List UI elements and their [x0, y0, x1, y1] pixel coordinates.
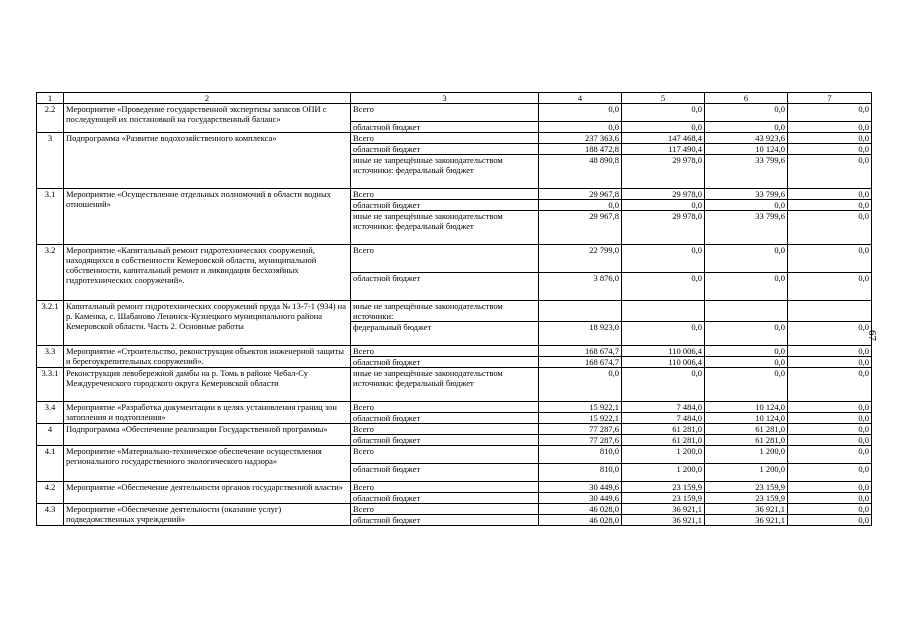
- table-row: [37, 482, 872, 493]
- amount-cell: 23 159,9: [622, 493, 705, 504]
- table-row: [37, 424, 872, 435]
- amount-cell: 10 124,0: [705, 144, 788, 155]
- funding-source: областной бюджет: [351, 515, 539, 526]
- amount-cell: 18 923,0: [539, 322, 622, 346]
- item-name: Мероприятие «Обеспечение деятельности органов государственной власти»: [64, 482, 351, 504]
- amount-cell: 77 287,6: [539, 435, 622, 446]
- funding-source: областной бюджет: [351, 273, 539, 301]
- funding-source: Всего: [351, 402, 539, 413]
- amount-cell: 0,0: [788, 515, 872, 526]
- amount-cell: 29 978,0: [622, 155, 705, 189]
- funding-source: Всего: [351, 104, 539, 122]
- funding-source: областной бюджет: [351, 435, 539, 446]
- amount-cell: 0,0: [622, 104, 705, 122]
- amount-cell: 117 490,4: [622, 144, 705, 155]
- table-row: [37, 189, 872, 200]
- amount-cell: 0,0: [705, 200, 788, 211]
- amount-cell: 1 200,0: [622, 446, 705, 464]
- amount-cell: 0,0: [788, 104, 872, 122]
- amount-cell: 23 159,9: [705, 482, 788, 493]
- amount-cell: 7 484,0: [622, 402, 705, 413]
- page-number: 67: [866, 330, 878, 341]
- amount-cell: 29 978,0: [622, 189, 705, 200]
- amount-cell: 0,0: [788, 402, 872, 413]
- table-row: [37, 504, 872, 515]
- funding-source: Всего: [351, 245, 539, 273]
- item-code: 3.3.1: [37, 368, 64, 402]
- amount-cell: 0,0: [788, 446, 872, 464]
- amount-cell: 0,0: [705, 357, 788, 368]
- amount-cell: 0,0: [622, 322, 705, 346]
- amount-cell: 0,0: [788, 322, 872, 346]
- table-row: [37, 133, 872, 144]
- item-name: Реконструкция левобережной дамбы на р. Томь в районе Чебал-Су Междуреченского городского округа Кемеровской области: [64, 368, 351, 402]
- item-name: Мероприятие «Обеспечение деятельности (оказание услуг) подведомственных учреждений»: [64, 504, 351, 526]
- budget-table: [36, 92, 872, 526]
- amount-cell: 36 921,1: [622, 504, 705, 515]
- table-row: [37, 346, 872, 357]
- header-cell: 5: [622, 93, 705, 104]
- amount-cell: 3 876,0: [539, 273, 622, 301]
- item-code: 3.2.1: [37, 301, 64, 346]
- amount-cell: 48 890,8: [539, 155, 622, 189]
- table-row: [37, 402, 872, 413]
- amount-cell: 61 281,0: [705, 424, 788, 435]
- amount-cell: 0,0: [788, 200, 872, 211]
- table-row: [37, 368, 872, 402]
- amount-cell: 61 281,0: [622, 435, 705, 446]
- amount-cell: 29 967,8: [539, 189, 622, 200]
- amount-cell: [705, 301, 788, 322]
- amount-cell: 810,0: [539, 464, 622, 482]
- item-code: 4.2: [37, 482, 64, 504]
- amount-cell: 30 449,6: [539, 493, 622, 504]
- funding-source: Всего: [351, 133, 539, 144]
- amount-cell: 10 124,0: [705, 402, 788, 413]
- amount-cell: 33 799,6: [705, 211, 788, 245]
- table-row: [37, 245, 872, 273]
- item-name: Мероприятие «Осуществление отдельных полномочий в области водных отношений»: [64, 189, 351, 245]
- amount-cell: 23 159,9: [705, 493, 788, 504]
- amount-cell: 168 674,7: [539, 357, 622, 368]
- amount-cell: 36 921,1: [705, 515, 788, 526]
- amount-cell: 1 200,0: [705, 464, 788, 482]
- amount-cell: 0,0: [539, 122, 622, 133]
- item-name: Мероприятие «Капитальный ремонт гидротехнических сооружений, находящихся в собственности Кемеровской области, муниципальной собственности, капитальный ремонт и ликвидация бесхозяйных гидротехнических сооружений».: [64, 245, 351, 301]
- funding-source: областной бюджет: [351, 200, 539, 211]
- amount-cell: 0,0: [788, 211, 872, 245]
- amount-cell: 0,0: [705, 346, 788, 357]
- item-code: 2.2: [37, 104, 64, 133]
- amount-cell: 0,0: [788, 493, 872, 504]
- funding-source: Всего: [351, 189, 539, 200]
- amount-cell: 10 124,0: [705, 413, 788, 424]
- funding-source: Всего: [351, 504, 539, 515]
- header-cell: 2: [64, 93, 351, 104]
- header-cell: 4: [539, 93, 622, 104]
- table-row: [37, 301, 872, 322]
- amount-cell: 188 472,8: [539, 144, 622, 155]
- amount-cell: [539, 301, 622, 322]
- amount-cell: 0,0: [788, 504, 872, 515]
- amount-cell: [788, 301, 872, 322]
- header-cell: 7: [788, 93, 872, 104]
- item-name: Мероприятие «Строительство, реконструкция объектов инженерной защиты и берегоукрепительных сооружений».: [64, 346, 351, 368]
- amount-cell: 147 468,4: [622, 133, 705, 144]
- amount-cell: 0,0: [788, 464, 872, 482]
- amount-cell: 0,0: [788, 273, 872, 301]
- amount-cell: 15 922,1: [539, 413, 622, 424]
- item-code: 3.4: [37, 402, 64, 424]
- item-name: Подпрограмма «Развитие водохозяйственного комплекса»: [64, 133, 351, 189]
- amount-cell: 1 200,0: [705, 446, 788, 464]
- item-name: Капитальный ремонт гидротехнических сооружений пруда № 13-7-1 (934) на р. Каменка, с. Шабаново Ленинск-Кузнецкого муниципального района Кемеровской области. Часть 2. Основные работы: [64, 301, 351, 346]
- amount-cell: 0,0: [788, 189, 872, 200]
- amount-cell: 0,0: [622, 273, 705, 301]
- item-code: 4.1: [37, 446, 64, 482]
- table-body: [37, 93, 872, 526]
- item-name: Мероприятие «Проведение государственной экспертизы запасов ОПИ с последующей их постановкой на государственный баланс»: [64, 104, 351, 133]
- header-cell: 3: [351, 93, 539, 104]
- amount-cell: 0,0: [705, 273, 788, 301]
- funding-source: областной бюджет: [351, 413, 539, 424]
- amount-cell: 15 922,1: [539, 402, 622, 413]
- table-row: [37, 446, 872, 464]
- funding-source: иные не запрещённые законодательством источники: федеральный бюджет: [351, 155, 539, 189]
- amount-cell: 29 978,0: [622, 211, 705, 245]
- funding-source: федеральный бюджет: [351, 322, 539, 346]
- funding-source: областной бюджет: [351, 357, 539, 368]
- item-name: Подпрограмма «Обеспечение реализации Государственной программы»: [64, 424, 351, 446]
- amount-cell: 36 921,1: [622, 515, 705, 526]
- amount-cell: 110 006,4: [622, 346, 705, 357]
- amount-cell: 0,0: [788, 435, 872, 446]
- amount-cell: 0,0: [705, 104, 788, 122]
- amount-cell: 0,0: [705, 122, 788, 133]
- funding-source: Всего: [351, 346, 539, 357]
- funding-source: областной бюджет: [351, 464, 539, 482]
- amount-cell: 0,0: [788, 482, 872, 493]
- amount-cell: 77 287,6: [539, 424, 622, 435]
- funding-source: иные не запрещённые законодательством источники: федеральный бюджет: [351, 211, 539, 245]
- amount-cell: 0,0: [788, 133, 872, 144]
- funding-source: иные не запрещённые законодательством источники:: [351, 301, 539, 322]
- item-code: 3: [37, 133, 64, 189]
- amount-cell: 43 923,6: [705, 133, 788, 144]
- amount-cell: 0,0: [788, 122, 872, 133]
- amount-cell: 0,0: [622, 368, 705, 402]
- amount-cell: 22 799,0: [539, 245, 622, 273]
- amount-cell: 810,0: [539, 446, 622, 464]
- amount-cell: 0,0: [705, 322, 788, 346]
- amount-cell: 30 449,6: [539, 482, 622, 493]
- amount-cell: 237 363,6: [539, 133, 622, 144]
- amount-cell: 61 281,0: [705, 435, 788, 446]
- funding-source: областной бюджет: [351, 493, 539, 504]
- amount-cell: 23 159,9: [622, 482, 705, 493]
- amount-cell: 0,0: [622, 200, 705, 211]
- item-code: 3.2: [37, 245, 64, 301]
- amount-cell: 0,0: [705, 245, 788, 273]
- amount-cell: 36 921,1: [705, 504, 788, 515]
- amount-cell: 0,0: [539, 104, 622, 122]
- funding-source: Всего: [351, 482, 539, 493]
- amount-cell: 0,0: [788, 245, 872, 273]
- funding-source: областной бюджет: [351, 122, 539, 133]
- funding-source: иные не запрещённые законодательством источники: федеральный бюджет: [351, 368, 539, 402]
- item-code: 3.3: [37, 346, 64, 368]
- amount-cell: 0,0: [788, 144, 872, 155]
- funding-source: Всего: [351, 424, 539, 435]
- amount-cell: 0,0: [539, 368, 622, 402]
- item-name: Мероприятие «Материально-техническое обеспечение осуществления регионального государственного экологического надзора»: [64, 446, 351, 482]
- amount-cell: 1 200,0: [622, 464, 705, 482]
- table-row: [37, 104, 872, 122]
- amount-cell: 0,0: [788, 346, 872, 357]
- funding-source: Всего: [351, 446, 539, 464]
- amount-cell: 168 674,7: [539, 346, 622, 357]
- header-cell: 1: [37, 93, 64, 104]
- amount-cell: 33 799,6: [705, 155, 788, 189]
- amount-cell: 110 006,4: [622, 357, 705, 368]
- amount-cell: 0,0: [622, 245, 705, 273]
- amount-cell: 0,0: [539, 200, 622, 211]
- amount-cell: 0,0: [788, 155, 872, 189]
- amount-cell: 33 799,6: [705, 189, 788, 200]
- header-row: [37, 93, 872, 104]
- amount-cell: 0,0: [705, 368, 788, 402]
- amount-cell: 0,0: [788, 357, 872, 368]
- header-cell: 6: [705, 93, 788, 104]
- amount-cell: 46 028,0: [539, 515, 622, 526]
- funding-source: областной бюджет: [351, 144, 539, 155]
- amount-cell: 0,0: [788, 368, 872, 402]
- amount-cell: 0,0: [622, 122, 705, 133]
- amount-cell: [622, 301, 705, 322]
- amount-cell: 46 028,0: [539, 504, 622, 515]
- amount-cell: 0,0: [788, 424, 872, 435]
- amount-cell: 29 967,8: [539, 211, 622, 245]
- item-name: Мероприятие «Разработка документации в целях установления границ зон затопления и подтопления»: [64, 402, 351, 424]
- item-code: 4: [37, 424, 64, 446]
- amount-cell: 61 281,0: [622, 424, 705, 435]
- item-code: 4.3: [37, 504, 64, 526]
- amount-cell: 7 484,0: [622, 413, 705, 424]
- amount-cell: 0,0: [788, 413, 872, 424]
- item-code: 3.1: [37, 189, 64, 245]
